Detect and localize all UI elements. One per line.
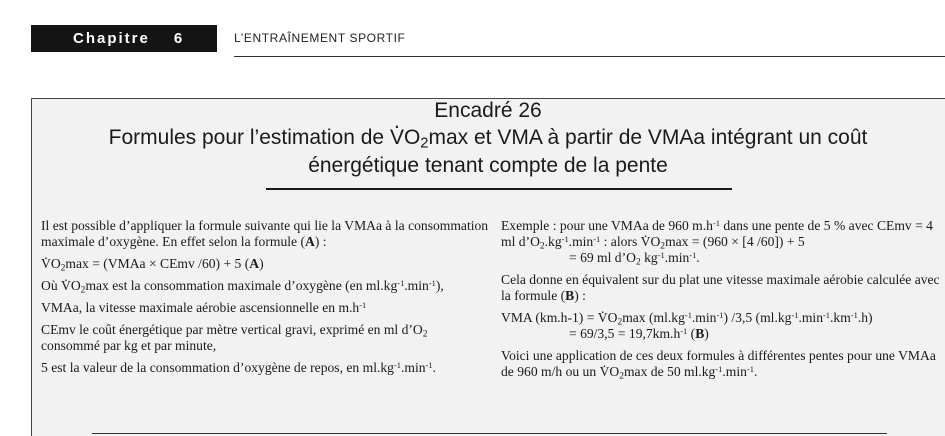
right-column	[501, 218, 941, 386]
box-number: Encadré 26	[434, 99, 542, 122]
left-column	[41, 218, 489, 382]
application-paragraph: Voici une application de ces deux formules à différentes pentes pour une VMAa de 960 m/h ou un . $VO_2\max$ de 50 $ml.kg^{-1}.\min^{-1}$.	[501, 348, 941, 380]
formula-a: . $VO_2\max$ = (VMAa × CEmv /60) + 5 (A)	[41, 256, 489, 272]
chapter-label	[31, 25, 217, 52]
chapter-word: Chapitre	[73, 30, 150, 47]
box-title-line2: énergétique tenant compte de la pente	[308, 154, 668, 177]
box-title: Formules pour l’estimation de . $VO_2\max$ et VMA à partir de VMAa intégrant un coût énergétique tenant compte de la pente	[31, 124, 945, 180]
definition-rest: 5 est la valeur de la consommation d’oxygène de repos, en $ml.kg^{-1}.\min^{-1}$.	[41, 360, 436, 375]
table-top-rule	[92, 433, 887, 434]
vo2-dotted-v: . V	[390, 124, 404, 152]
formula-b: VMA (km.h-1) = . $VO_2\max$ $(ml.kg^{-1}.\min^{-1})$ /3,5 $(ml.kg^{-1}.\min^{-1}.km^{-1}.h)$ = $69/3,5 = 19,7km.h^{-1}$ (B)	[501, 310, 941, 342]
chapter-number: 6	[173, 30, 185, 47]
header-rule	[234, 56, 945, 57]
intro-paragraph: Il est possible d’appliquer la formule suivante qui lie la VMAa à la consommation maximale d’oxygène. En effet selon la formule (A) :	[41, 218, 489, 249]
running-title: L’ENTRAÎNEMENT SPORTIF	[234, 31, 406, 45]
definition-vo2max: Où . $VO_2\max$ est la consommation maximale d’oxygène (en $ml.kg^{-1}.\min^{-1}$),	[41, 278, 489, 294]
title-underline	[266, 188, 732, 190]
conversion-paragraph: Cela donne en équivalent sur du plat une vitesse maximale aérobie calculée avec la formule (B) :	[501, 272, 940, 303]
definition-cemv: CEmv le coût énergétique par mètre vertical gravi, exprimé en ml $d’O_2$ consommé par kg et par minute,	[41, 322, 428, 353]
example-paragraph: Exemple : pour une VMAa de 960 $m.h^{-1}$ dans une pente de 5 % avec CEmv = 4 ml $d’O_2.kg^{-1}.\min^{-1}$ : alors . $VO_2\max = (960 \times [4$ /60]) + 5 = 69 ml $d’O_2$ $kg^{-1}.\min^{-1}$.	[501, 218, 941, 266]
definition-vmaa: VMAa, la vitesse maximale aérobie ascensionnelle en $m.h^{-1}$	[41, 300, 367, 315]
